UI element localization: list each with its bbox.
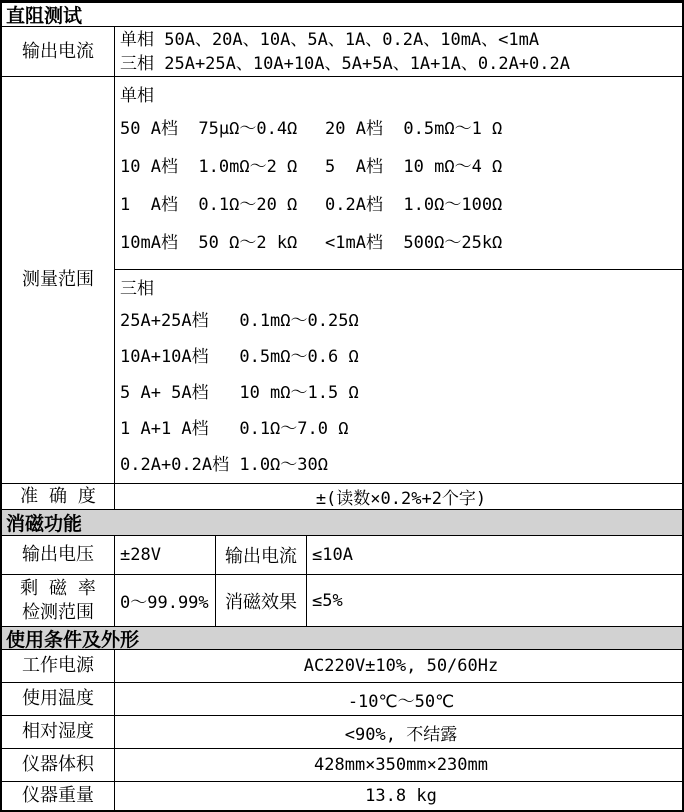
row-measure-range — [2, 76, 682, 483]
row-operating-temperature — [2, 682, 682, 715]
remanence-range-label: 剩 磁 率 检测范围 — [2, 575, 115, 626]
instrument-weight-label: 仪器重量 — [2, 782, 115, 810]
output-current-three-phase: 三相 25A+25A、10A+10A、5A+5A、1A+1A、0.2A+0.2A — [120, 53, 570, 74]
row-relative-humidity — [2, 715, 682, 748]
section-title: 直阻测试 — [6, 5, 83, 27]
accuracy-label: 准 确 度 — [2, 484, 115, 509]
demag-effect-value: ≤5% — [312, 590, 343, 611]
range-line: 50 A档 75μΩ～0.4Ω 20 A档 0.5mΩ～1 Ω — [120, 118, 503, 139]
three-phase-title: 三相 — [120, 278, 154, 299]
relative-humidity-label: 相对湿度 — [2, 716, 115, 748]
section-header-usage-conditions — [2, 626, 682, 649]
section-title: 使用条件及外形 — [6, 628, 140, 651]
instrument-weight-value: 13.8 kg — [365, 786, 437, 806]
remanence-range-value: 0～99.99% — [115, 575, 216, 626]
row-instrument-volume — [2, 748, 682, 781]
operating-temperature-label: 使用温度 — [2, 683, 115, 715]
demag-effect-label: 消磁效果 — [216, 575, 307, 626]
row-power-supply — [2, 649, 682, 682]
row-demag-voltage-current — [2, 535, 682, 574]
instrument-volume-label: 仪器体积 — [2, 749, 115, 781]
demag-output-voltage-value: ±28V — [115, 536, 216, 574]
section-header-dc-resistance — [2, 3, 682, 26]
output-current-single-phase: 单相 50A、20A、10A、5A、1A、0.2A、10mA、<1mA — [120, 29, 540, 50]
range-line: 10 A档 1.0mΩ～2 Ω 5 A档 10 mΩ～4 Ω — [120, 156, 503, 177]
row-remanence-effect — [2, 574, 682, 626]
range-line: 10A+10A档 0.5mΩ～0.6 Ω — [120, 346, 359, 367]
range-line: 1 A档 0.1Ω～20 Ω 0.2A档 1.0Ω～100Ω — [120, 194, 503, 215]
accuracy-value: ±(读数×0.2%+2个字) — [315, 489, 487, 509]
range-line: 5 A+ 5A档 10 mΩ～1.5 Ω — [120, 382, 359, 403]
row-accuracy — [2, 483, 682, 509]
output-current-value — [115, 27, 682, 76]
range-line: 1 A+1 A档 0.1Ω～7.0 Ω — [120, 418, 349, 439]
section-title: 消磁功能 — [6, 513, 83, 535]
instrument-volume-value: 428mm×350mm×230mm — [314, 755, 488, 775]
demag-output-voltage-label: 输出电压 — [2, 536, 115, 574]
row-instrument-weight — [2, 781, 682, 810]
range-line: 25A+25A档 0.1mΩ～0.25Ω — [120, 310, 359, 331]
range-line: 0.2A+0.2A档 1.0Ω～30Ω — [120, 454, 328, 475]
relative-humidity-value: <90%, 不结露 — [344, 724, 458, 745]
demag-output-current-label: 输出电流 — [216, 536, 307, 574]
measure-range-label: 测量范围 — [2, 77, 115, 483]
range-line: 10mA档 50 Ω～2 kΩ <1mA档 500Ω～25kΩ — [120, 232, 503, 253]
section-header-demagnetization — [2, 509, 682, 535]
operating-temperature-value: -10℃～50℃ — [347, 691, 455, 712]
single-phase-block — [115, 77, 682, 269]
output-current-label: 输出电流 — [2, 27, 115, 76]
demag-output-current-value: ≤10A — [312, 545, 353, 565]
row-output-current — [2, 26, 682, 76]
single-phase-title: 单相 — [120, 85, 154, 106]
power-supply-label: 工作电源 — [2, 650, 115, 682]
three-phase-block — [115, 269, 682, 483]
measure-range-value — [115, 77, 682, 483]
power-supply-value: AC220V±10%, 50/60Hz — [303, 656, 499, 676]
